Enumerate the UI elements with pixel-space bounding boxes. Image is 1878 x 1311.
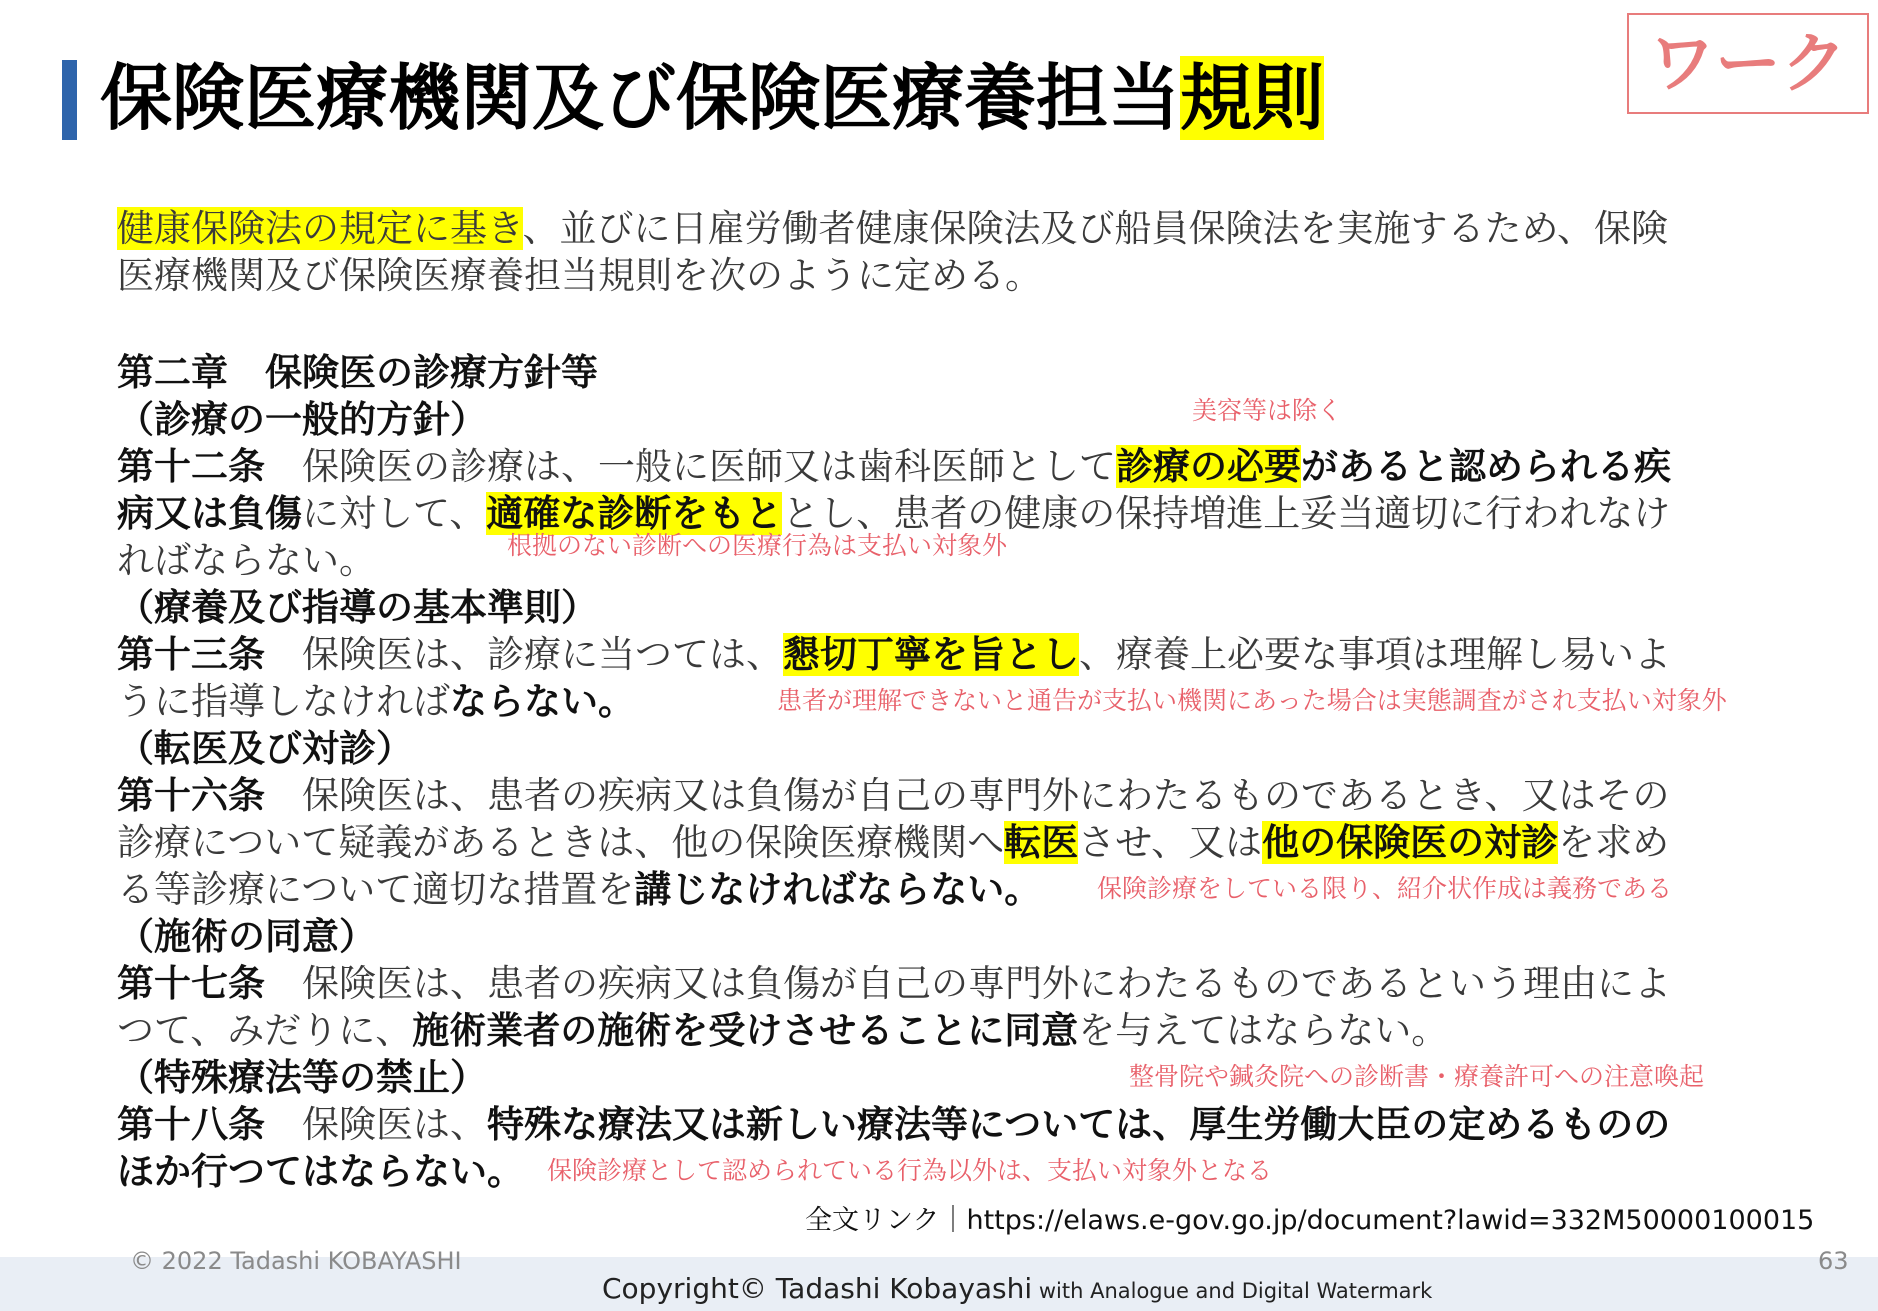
art18-line-1 — [117, 1101, 1777, 1148]
art16-note: 保険診療をしている限り、紹介状作成は義務である — [1097, 874, 1673, 903]
art16-highlight-1: 転医 — [1004, 821, 1079, 864]
art17-line-2 — [117, 1007, 1777, 1054]
art18-heading — [117, 1054, 1777, 1101]
art18-heading-text: （特殊療法等の禁止） — [117, 1056, 487, 1099]
art12-number: 第十二条 — [117, 445, 265, 488]
art13-line-2 — [117, 678, 1777, 725]
art12-highlight-1: 診療の必要 — [1116, 445, 1301, 488]
art13-number: 第十三条 — [117, 633, 265, 676]
art12-text-3: とし、患者の健康の保持増進上妥当適切に行われなけ — [782, 492, 1671, 535]
art17-number: 第十七条 — [117, 962, 265, 1005]
art12-note-top: 美容等は除く — [1192, 396, 1343, 425]
title-accent-bar — [62, 60, 77, 140]
art16-line-1 — [117, 772, 1777, 819]
art13-text-2: 、療養上必要な事項は理解し易いよ — [1079, 633, 1671, 676]
art18-line-2 — [117, 1148, 1777, 1195]
art12-highlight-2: 適確な診断をもと — [486, 492, 783, 535]
intro-line-2 — [117, 252, 1777, 299]
work-badge: ワーク — [1627, 13, 1869, 114]
page-number: 63 — [1818, 1247, 1849, 1275]
art13-text-3: うに指導しなければ — [117, 680, 450, 723]
art17-text-3: を与えてはならない。 — [1078, 1009, 1449, 1052]
art12-text: 保険医の診療は、一般に医師又は歯科医師として — [265, 445, 1116, 488]
copyright-text: © 2022 Tadashi KOBAYASHI — [130, 1247, 462, 1275]
art13-bold: ならない。 — [450, 680, 635, 723]
art16-heading: （転医及び対診） — [117, 727, 413, 770]
art18-note-top: 整骨院や鍼灸院への診断書・療養許可への注意喚起 — [1129, 1062, 1705, 1091]
art17-text: 保険医は、患者の疾病又は負傷が自己の専門外にわたるものであるという理由によ — [265, 962, 1671, 1005]
slide-body — [117, 205, 1777, 1195]
watermark-main: Copyright© Tadashi Kobayashi — [602, 1272, 1033, 1305]
art12-text-2: に対して、 — [302, 492, 487, 535]
page-title — [100, 44, 1324, 152]
intro-line-1 — [117, 205, 1777, 252]
link-label: 全文リンク｜ — [805, 1205, 967, 1236]
art16-bold: 講じなければならない。 — [634, 868, 1042, 911]
art12-line-3 — [117, 531, 1777, 584]
art16-line-2 — [117, 819, 1777, 866]
intro-highlight: 健康保険法の規定に基き — [117, 207, 523, 250]
art18-bold-2: ほか行つてはならない。 — [117, 1150, 524, 1193]
art17-text-2: つて、みだりに、 — [117, 1009, 413, 1052]
art12-bold-1: があると認められる疾 — [1301, 445, 1671, 488]
art12-line-2 — [117, 490, 1777, 537]
full-text-link[interactable] — [805, 1203, 1814, 1239]
art13-highlight: 懇切丁寧を旨とし — [783, 633, 1079, 676]
art13-heading: （療養及び指導の基本準則） — [117, 586, 598, 629]
art16-line-3 — [117, 866, 1777, 913]
art13-text: 保険医は、診療に当つては、 — [265, 633, 783, 676]
art16-text-2: 診療について疑義があるときは、他の保険医療機関へ — [117, 821, 1005, 864]
art18-text: 保険医は、 — [265, 1103, 487, 1146]
title-main: 保険医療機関及び保険医療養担当 — [100, 56, 1181, 140]
art18-number: 第十八条 — [117, 1103, 265, 1146]
chapter-heading: 第二章 保険医の診療方針等 — [117, 351, 598, 394]
art16-text-5: る等診療について適切な措置を — [117, 868, 635, 911]
intro-text: 、並びに日雇労働者健康保険法及び船員保険法を実施するため、保険 — [522, 207, 1669, 250]
intro-text-2: 医療機関及び保険医療養担当規則を次のように定める。 — [117, 254, 1042, 297]
art12-line-1 — [117, 443, 1777, 490]
art12-text-4: ればならない。 — [117, 539, 376, 582]
art17-bold: 施術業者の施術を受けさせることに同意 — [412, 1009, 1079, 1052]
art18-bold: 特殊な療法又は新しい療法等については、厚生労働大臣の定めるものの — [487, 1103, 1671, 1146]
art18-note-bottom: 保険診療として認められている行為以外は、支払い対象外となる — [547, 1156, 1273, 1185]
link-url[interactable]: https://elaws.e-gov.go.jp/document?lawid=332M50000100015 — [966, 1205, 1815, 1236]
art16-highlight-2: 他の保険医の対診 — [1262, 821, 1559, 864]
art12-heading-text: （診療の一般的方針） — [117, 398, 487, 441]
art12-note-bottom: 根拠のない診断への医療行為は支払い対象外 — [507, 531, 1008, 560]
art12-heading — [117, 396, 1777, 443]
art16-number: 第十六条 — [117, 774, 265, 817]
art17-heading: （施術の同意） — [117, 915, 376, 958]
art16-text-4: を求め — [1558, 821, 1670, 864]
art17-line-1 — [117, 960, 1777, 1007]
art12-bold-2: 病又は負傷 — [117, 492, 302, 535]
art16-text-3: させ、又は — [1078, 821, 1263, 864]
title-highlight: 規則 — [1180, 56, 1325, 140]
art16-text: 保険医は、患者の疾病又は負傷が自己の専門外にわたるものであるとき、又はその — [265, 774, 1670, 817]
watermark-small: with Analogue and Digital Watermark — [1032, 1279, 1433, 1303]
art13-line-1 — [117, 631, 1777, 678]
watermark — [602, 1272, 1432, 1308]
art13-note: 患者が理解できないと通告が支払い機関にあった場合は実態調査がされ支払い対象外 — [777, 686, 1727, 715]
